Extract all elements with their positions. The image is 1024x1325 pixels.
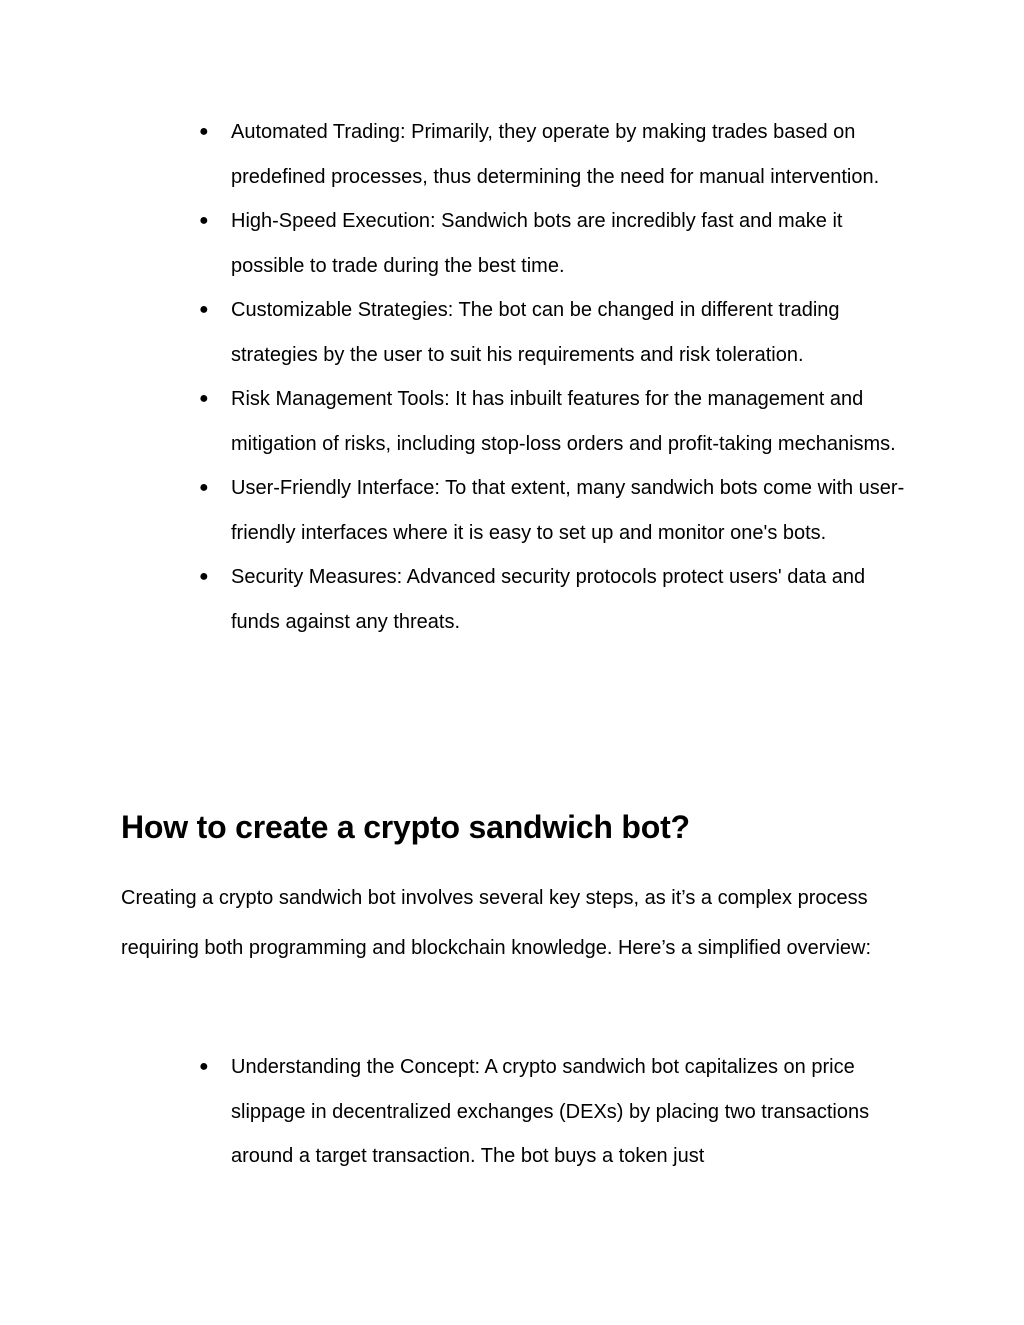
list-item-text: Risk Management Tools: It has inbuilt features for the management and mitigation of risks, including stop-loss orders and profit-taking mechanisms. <box>231 388 896 455</box>
section-heading: How to create a crypto sandwich bot? <box>121 809 690 845</box>
bullet-dot-icon: ● <box>199 479 209 496</box>
list-item-text: Understanding the Concept: A crypto sandwich bot capitalizes on price slippage in decentralized exchanges (DEXs) by placing two transactions around a target transaction. The bot buys a token just <box>231 1056 870 1167</box>
list-item-text: Customizable Strategies: The bot can be changed in different trading strategies by the user to suit his requirements and risk toleration. <box>231 299 840 366</box>
intro-paragraph: Creating a crypto sandwich bot involves several key steps, as it’s a complex process requiring both programming and blockchain knowledge. Here’s a simplified overview: <box>121 887 872 959</box>
list-item-text: User-Friendly Interface: To that extent, many sandwich bots come with user-friendly interfaces where it is easy to set up and monitor one's bots. <box>231 477 905 544</box>
bullet-dot-icon: ● <box>199 568 209 585</box>
list-item <box>199 288 911 377</box>
bullet-dot-icon: ● <box>199 301 209 318</box>
list-item-text: Security Measures: Advanced security protocols protect users' data and funds against any threats. <box>231 566 866 633</box>
bullet-dot-icon: ● <box>199 390 209 407</box>
bullet-dot-icon: ● <box>199 1058 209 1075</box>
list-item-text: High-Speed Execution: Sandwich bots are incredibly fast and make it possible to trade during the best time. <box>231 210 843 277</box>
list-item-text: Automated Trading: Primarily, they operate by making trades based on predefined processes, thus determining the need for manual intervention. <box>231 121 880 188</box>
bullet-dot-icon: ● <box>199 123 209 140</box>
list-item <box>199 466 911 555</box>
list-item <box>199 199 911 288</box>
bullet-dot-icon: ● <box>199 212 209 229</box>
list-item <box>199 1045 911 1179</box>
list-item <box>199 377 911 466</box>
list-item <box>199 555 911 644</box>
feature-bullet-list <box>199 110 911 644</box>
list-item <box>199 110 911 199</box>
steps-bullet-list <box>199 1045 911 1179</box>
